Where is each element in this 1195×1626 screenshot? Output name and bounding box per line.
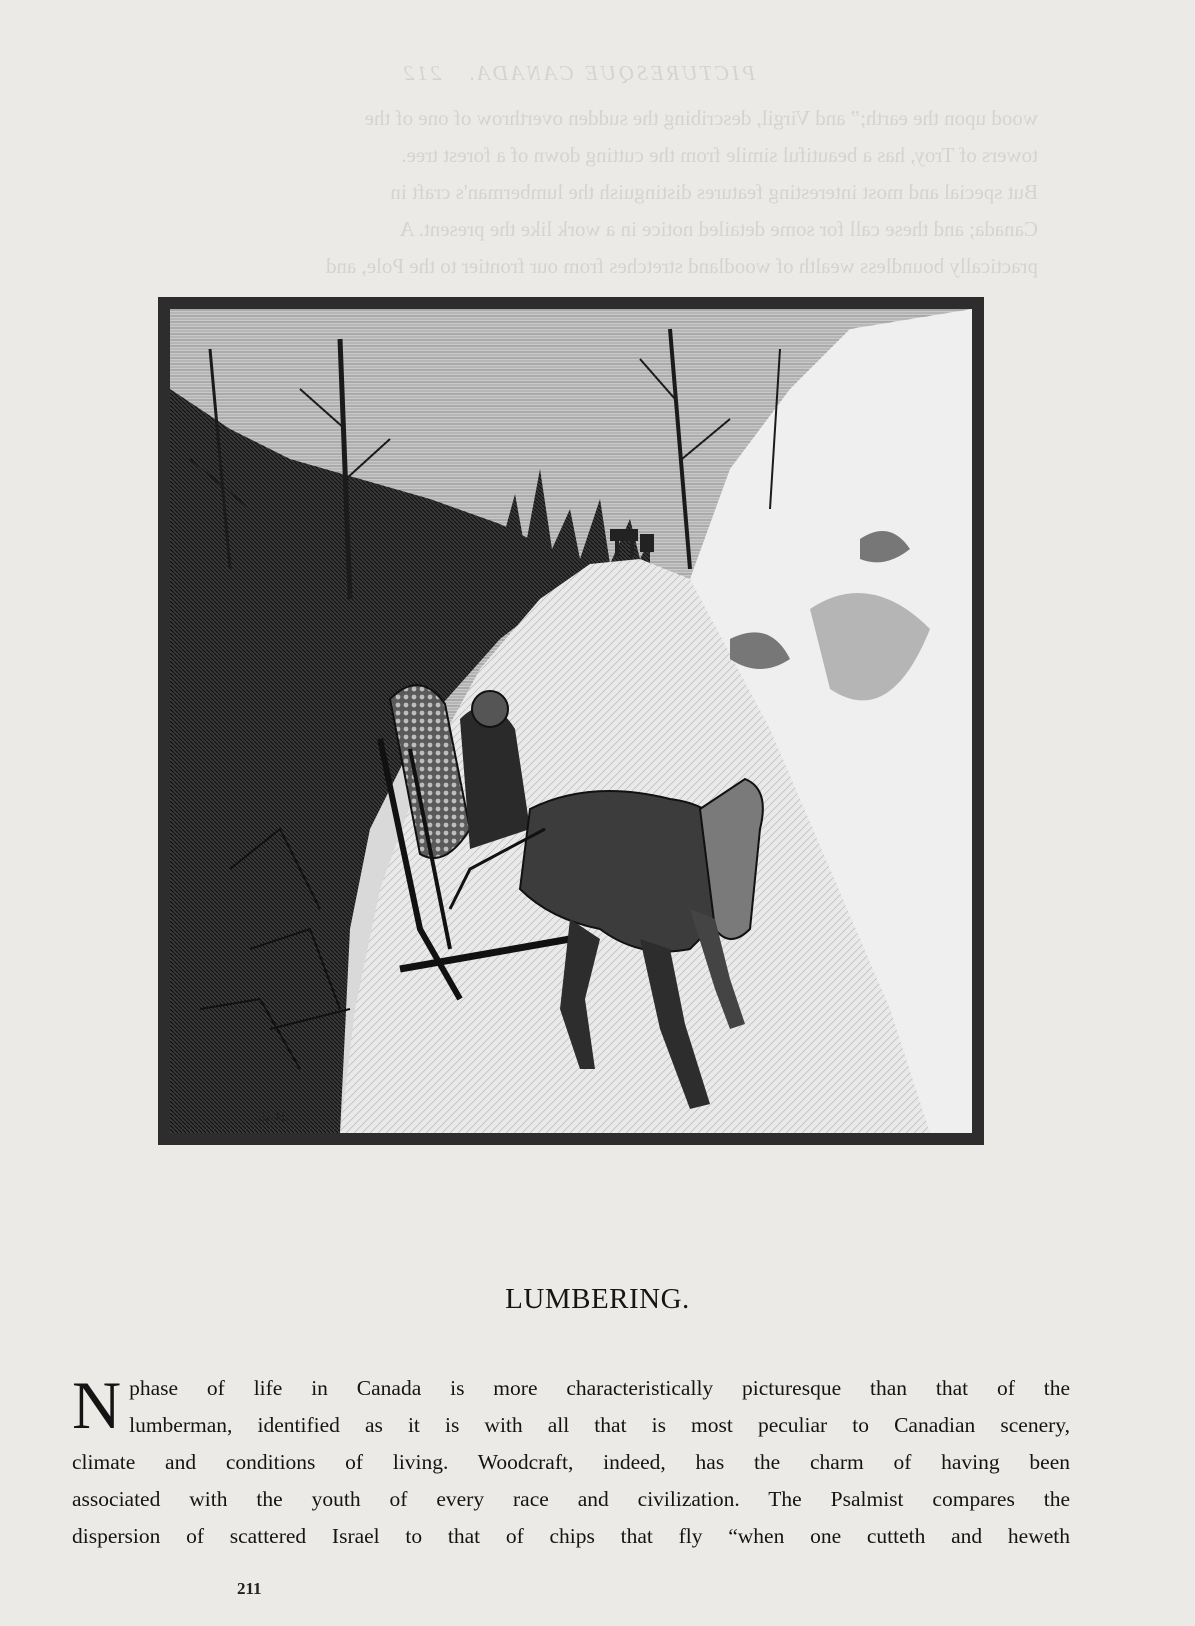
body-line: phase of life in Canada is more characteristically picturesque than that of the — [129, 1376, 1070, 1400]
body-line: climate and conditions of living. Woodcraft, indeed, has the charm of having been — [72, 1450, 1070, 1474]
body-line: associated with the youth of every race and civilization. The Psalmist compares the — [72, 1487, 1070, 1511]
bleed-through-running-head: PICTURESQUE CANADA. 212 — [400, 61, 756, 85]
bleed-through-line: But special and most interesting features distinguish the lumberman's craft in — [390, 180, 1038, 204]
chapter-title: LUMBERING. — [505, 1283, 690, 1315]
engraver-signature: S&H. — [258, 1109, 288, 1124]
lumbering-engraving — [158, 297, 984, 1145]
bleed-through-text — [78, 55, 1078, 285]
body-text — [72, 1367, 1070, 1555]
bleed-through-line: towers of Troy, has a beautiful simile from the cutting down of a forest tree. — [401, 143, 1038, 167]
bleed-through-line: Canada; and these call for some detailed notice in a work like the present. A — [399, 217, 1038, 241]
body-line: dispersion of scattered Israel to that of chips that fly “when one cutteth and heweth — [72, 1524, 1070, 1548]
drop-cap: N — [72, 1367, 122, 1443]
engraving-artwork — [170, 309, 972, 1133]
page-number: 211 — [237, 1579, 262, 1598]
body-line: lumberman, identified as it is with all that is most peculiar to Canadian scenery, — [129, 1413, 1070, 1437]
bleed-through-line: wood upon the earth;” and Virgil, describing the sudden overthrow of one of the — [364, 106, 1038, 130]
bleed-through-line: practically boundless wealth of woodland stretches from our frontier to the Pole, and — [325, 254, 1038, 278]
